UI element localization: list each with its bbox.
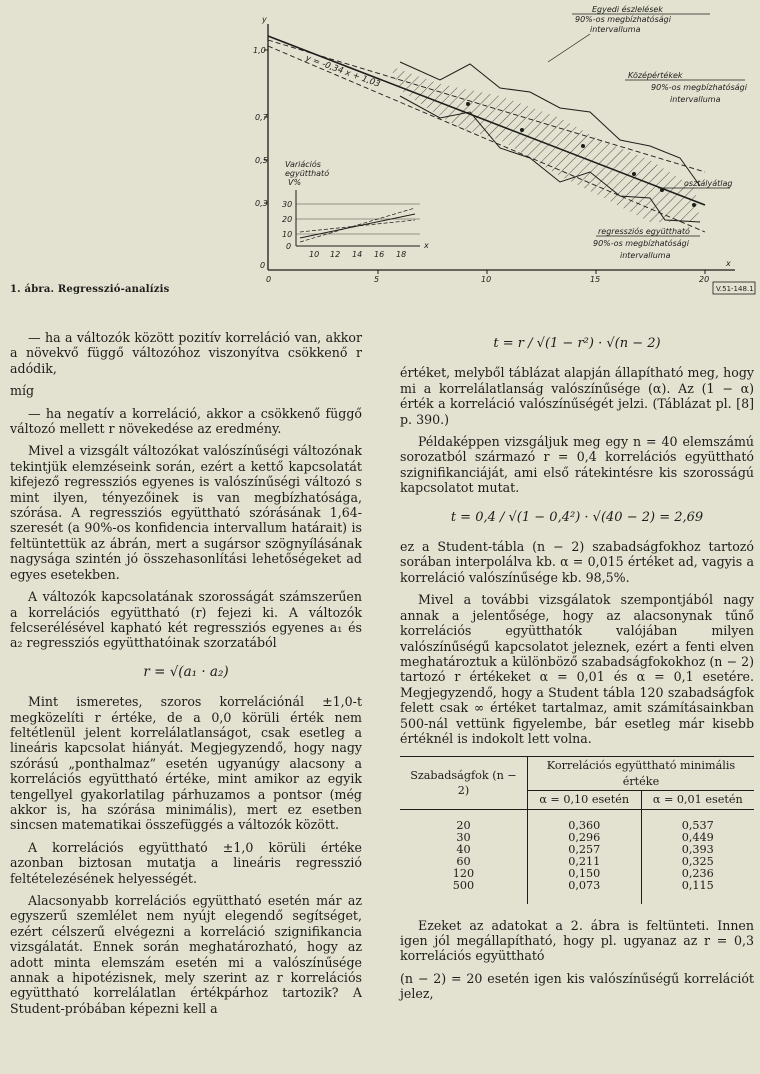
table-row: 30 0,296 0,449 [400, 832, 754, 844]
y-tick-label: 1,0 [253, 46, 266, 55]
table-subheader-a010: α = 0,10 esetén [527, 791, 641, 809]
paragraph: értéket, melyből táblázat alapján állapítható meg, hogy mi a korrelálatlanság valószínűsége (α). Az (1 − α) érték a korreláció valószínűségét jelzi. (Táblázat pl. [8] p. 390.) [400, 365, 754, 427]
regression-figure [0, 0, 760, 300]
table-row: 20 0,360 0,537 [400, 809, 754, 832]
inset-title-1: Variációs [285, 160, 321, 169]
inset-title-3: V% [288, 178, 302, 187]
legend-coef-2: 90%-os megbízhatósági [593, 239, 689, 248]
inset-x-tick: 12 [330, 250, 341, 259]
table-header-dof: Szabadságfok (n − 2) [400, 757, 527, 809]
legend-mean-2: 90%-os megbízhatósági [651, 83, 747, 92]
y-axis-letter: y [262, 15, 267, 24]
y-tick-label: 0 [260, 261, 266, 270]
legend-class: osztályátlag [684, 179, 733, 188]
x-tick-label: 20 [699, 275, 710, 284]
paragraph: Mint ismeretes, szoros korrelációnál ±1,0-t megközelíti r értéke, de a 0,0 körüli érték nem feltétlenül jelent korrelálatlanságot, csak esetleg a lineáris kapcsolat hiányát. Megjegyzendő, hogy nagy szórású „ponthalmaz” esetén ugyanúgy alacsony a korrelációs együttható értéke, mint amikor az egyik tengellyel gyakorlatilag párhuzamos a pontsor (még akkor is, ha szórása minimális), mert ez esetben sincsen matematikai összefüggés a változók között. [10, 694, 362, 833]
legend-mean-3: intervalluma [670, 95, 721, 104]
paragraph: Mivel a vizsgált változókat valószínűségi változónak tekintjük elemzéseink során, ezért a kettő kapcsolatát kifejező regressziós egyenes is valószínűségi változó s mint ilyen, tényezőinek is van megbízhatósága, szórása. A regressziós együttható szórásának 1,64-szeresét (a 90%-os konfidencia intervallum határait) is feltüntettük az ábrán, mert a sugársor szögnyílásának nagysága szintén jó összehasonlítási lehetőségeket ad egyes esetekben. [10, 443, 362, 582]
x-axis-letter: x [726, 259, 731, 268]
inset-x-tick: 18 [396, 250, 407, 259]
left-column [10, 330, 362, 1023]
table-row: 40 0,257 0,393 [400, 844, 754, 856]
legend-single-1: Egyedi észlelések [592, 5, 663, 14]
x-tick-label: 15 [590, 275, 601, 284]
correlation-table [400, 756, 754, 903]
paragraph: A változók kapcsolatának szorosságát számszerűen a korrelációs együttható (r) fejezi ki. A változók felcserélésével kapható két regressziós egyenes a₁ és a₂ regressziós együtthatóinak szorzatából [10, 589, 362, 651]
paragraph: — ha a változók között pozitív korreláció van, akkor a növekvő függő változóhoz viszonyítva csökkenő r adódik, [10, 330, 362, 376]
paragraph: (n − 2) = 20 esetén igen kis valószínűségű korrelációt jelez, [400, 970, 754, 1002]
legend-mean-1: Középértékek [628, 71, 683, 80]
right-column [400, 328, 754, 1009]
inset-y-tick: 20 [282, 215, 293, 224]
paragraph: Ezeket az adatokat a 2. ábra is feltünteti. Innen igen jól megállapítható, hogy pl. ugyanaz az r = 0,3 korrelációs együttható [400, 917, 754, 964]
formula-t-example: t = 0,4 / √(1 − 0,4²) · √(40 − 2) = 2,69 [450, 509, 704, 525]
y-tick-label: 0,3 [255, 199, 268, 208]
formula-r: r = √(a₁ · a₂) [143, 663, 229, 680]
table-header-group: Korrelációs együttható minimális értéke [527, 757, 754, 791]
y-tick-label: 0,5 [255, 156, 268, 165]
inset-chart [282, 158, 429, 259]
paragraph: Példaképpen vizsgáljuk meg egy n = 40 elemszámú sorozatból származó r = 0,4 korrelációs együttható szignifikanciáját, ami első rátekintésre kis szorosságú kapcsolatot mutat. [400, 434, 754, 496]
inset-title-2: együttható [285, 169, 330, 178]
figure-caption: 1. ábra. Regresszió-analízis [10, 284, 170, 295]
table-row: 60 0,211 0,325 [400, 856, 754, 868]
y-tick-label: 0,7 [255, 113, 268, 122]
paragraph: A korrelációs együttható ±1,0 körüli értéke azonban biztosan mutatja a lineáris regresszió feltételezésének helyességét. [10, 839, 362, 886]
inset-y-tick: 30 [282, 200, 293, 209]
paragraph: míg [10, 383, 35, 399]
legend-single-3: intervalluma [590, 25, 641, 34]
x-tick-label: 10 [481, 275, 492, 284]
legend-single-2: 90%-os megbízhatósági [575, 15, 671, 24]
table-row: 500 0,073 0,115 [400, 880, 754, 904]
table-row: 120 0,150 0,236 [400, 868, 754, 880]
table-subheader-a001: α = 0,01 esetén [641, 791, 754, 809]
figure-code: V.51-148.1 [716, 285, 754, 293]
paragraph: Alacsonyabb korrelációs együttható esetén már az egyszerű szemlélet nem nyújt elegendő segítséget, ezért célszerű elvégezni a korreláció szignifikancia vizsgálatát. Ennek során meghatározható, hogy az adott minta elemszám esetén mi a valószínűsége annak a hipotézisnek, mely szerint az r korrelációs együttható korrelálatlan értékpárhoz tartozik? A Student-próbában képezni kell a [10, 893, 362, 1016]
inset-x-tick: 14 [352, 250, 363, 259]
inset-x-tick: 16 [374, 250, 385, 259]
legend-coef-3: intervalluma [620, 251, 671, 260]
paragraph: ez a Student-tábla (n − 2) szabadságfokhoz tartozó sorában interpolálva kb. α = 0,015 értéket ad, vagyis a korreláció valószínűsége kb. 98,5%. [400, 539, 754, 585]
x-tick-label: 0 [266, 275, 272, 284]
regression-equation: y = -0,34 x + 1,03 [303, 53, 382, 90]
inset-x-tick: 10 [309, 250, 320, 259]
x-tick-label: 5 [374, 275, 380, 284]
formula-t: t = r / √(1 − r²) · √(n − 2) [493, 336, 661, 351]
paragraph: Mivel a további vizsgálatok szempontjából nagy annak a jelentősége, hogy az alacsonynak tűnő korrelációs együtthatók valójában milyen valószínűségű kapcsolatot jeleznek, ezért a fenti elven meghatároztuk a különböző szabadságfokokhoz (n − 2) tartozó r értékeket α = 0,01 és α = 0,1 esetére. Megjegyzendő, hogy a Student tábla 120 szabadságfok felett csak ∞ értéket tartalmaz, amit számításainkban 500-nál vettünk figyelembe, bár esetleg már kisebb értéknél is indokolt lett volna. [400, 592, 754, 746]
legend-coef-1: regressziós együttható [598, 227, 690, 236]
inset-x-letter: x [424, 241, 429, 250]
paragraph: — ha negatív a korreláció, akkor a csökkenő függő változó mellett r növekedése az eredmény. [10, 405, 362, 437]
confidence-line-upper [268, 40, 705, 172]
inset-y-tick: 0 [286, 242, 292, 251]
inset-y-tick: 10 [282, 230, 293, 239]
